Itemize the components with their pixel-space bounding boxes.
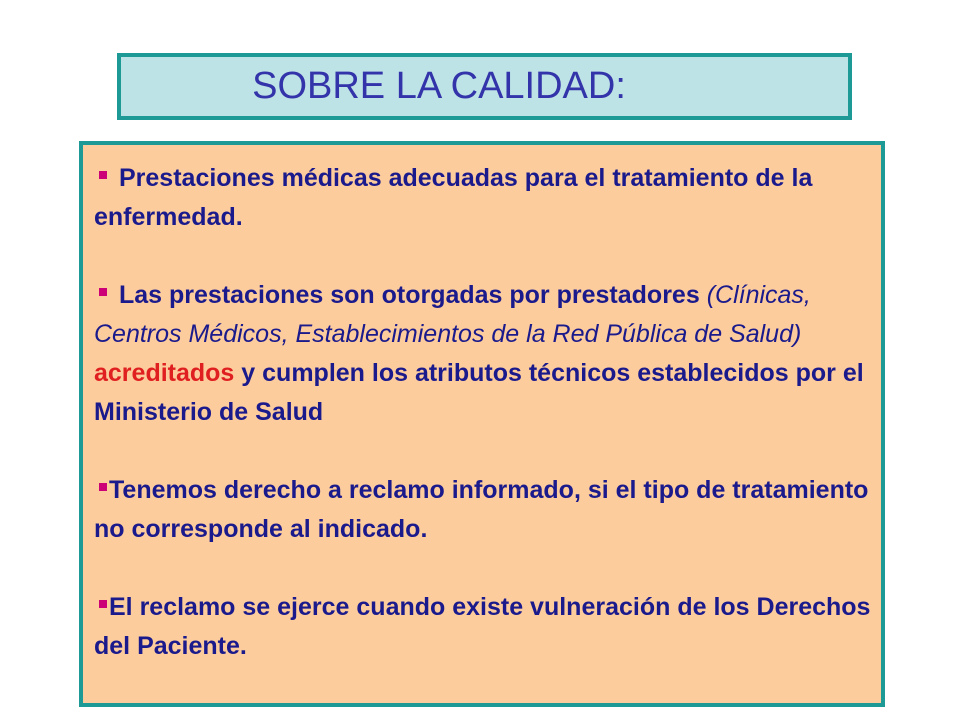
bullet-item-1 [94,159,884,237]
bullet-item-2-lead: Las prestaciones son otorgadas por prestadores [119,281,700,309]
bullet-item-2-highlight: acreditados [94,359,235,387]
square-bullet-icon [99,600,107,608]
content-box [79,141,885,707]
title-box [117,53,852,120]
bullet-item-4-text: El reclamo se ejerce cuando existe vulneración de los Derechos del Paciente. [94,593,871,660]
bullet-item-3 [94,471,884,549]
slide-title: SOBRE LA CALIDAD: [252,65,626,107]
bullet-item-1-text: Prestaciones médicas adecuadas para el tratamiento de la enfermedad. [94,164,813,231]
bullet-item-2-tail: y cumplen los atributos técnicos establecidos por el Ministerio de Salud [94,359,864,426]
bullet-item-3-text: Tenemos derecho a reclamo informado, si el tipo de tratamiento no corresponde al indicado. [94,476,869,543]
square-bullet-icon [99,483,107,491]
bullet-list [94,159,884,666]
bullet-item-4 [94,588,884,666]
bullet-item-2-italic: (Clínicas, Centros Médicos, Establecimientos de la Red Pública de Salud) [94,281,811,348]
square-bullet-icon [99,171,107,179]
square-bullet-icon [99,288,107,296]
bullet-item-2 [94,276,884,432]
